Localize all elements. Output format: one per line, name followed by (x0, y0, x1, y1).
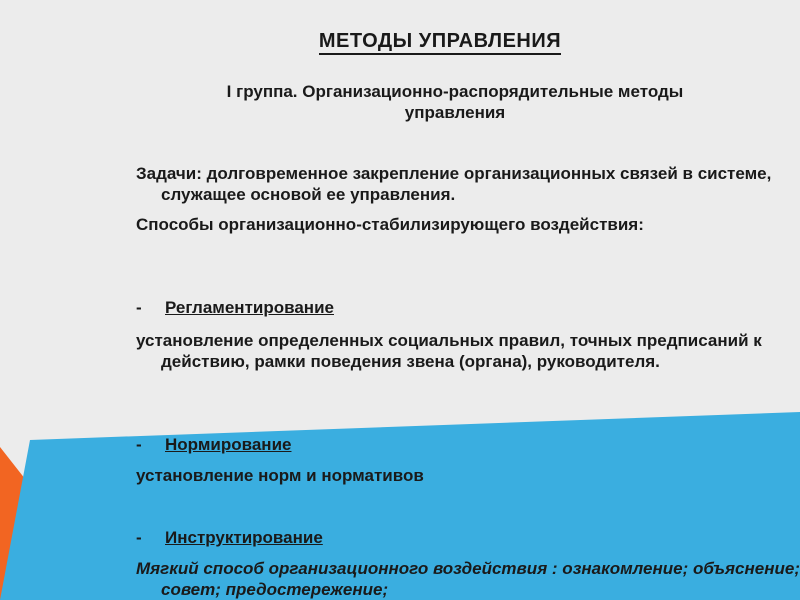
item-term: Регламентирование (165, 298, 334, 317)
item-instruktirovanie (136, 527, 323, 548)
slide-subtitle: I группа. Организационно-распорядительные методы управления (226, 82, 684, 122)
item-term: Инструктирование (165, 528, 323, 547)
item-normirovanie (136, 434, 291, 455)
bullet-dash: - (136, 528, 142, 547)
bullet-dash: - (136, 435, 142, 454)
item-definition: установление норм и нормативов (136, 466, 424, 485)
item-reglamentirovanie (136, 297, 334, 318)
tasks-paragraph: Задачи: долговременное закрепление организационных связей в системе, служащее основой ее управления. (136, 164, 772, 204)
item-definition: установление определенных социальных правил, точных предписаний к действию, рамки поведения звена (органа), руководителя. (136, 331, 762, 371)
item-term: Нормирование (165, 435, 292, 454)
bullet-dash: - (136, 298, 142, 317)
slide-title: МЕТОДЫ УПРАВЛЕНИЯ (80, 30, 800, 53)
item-definition: Мягкий способ организационного воздействия : ознакомление; объяснение; совет; предостережение; (136, 559, 800, 599)
ways-paragraph: Способы организационно-стабилизирующего воздействия: (136, 215, 644, 234)
